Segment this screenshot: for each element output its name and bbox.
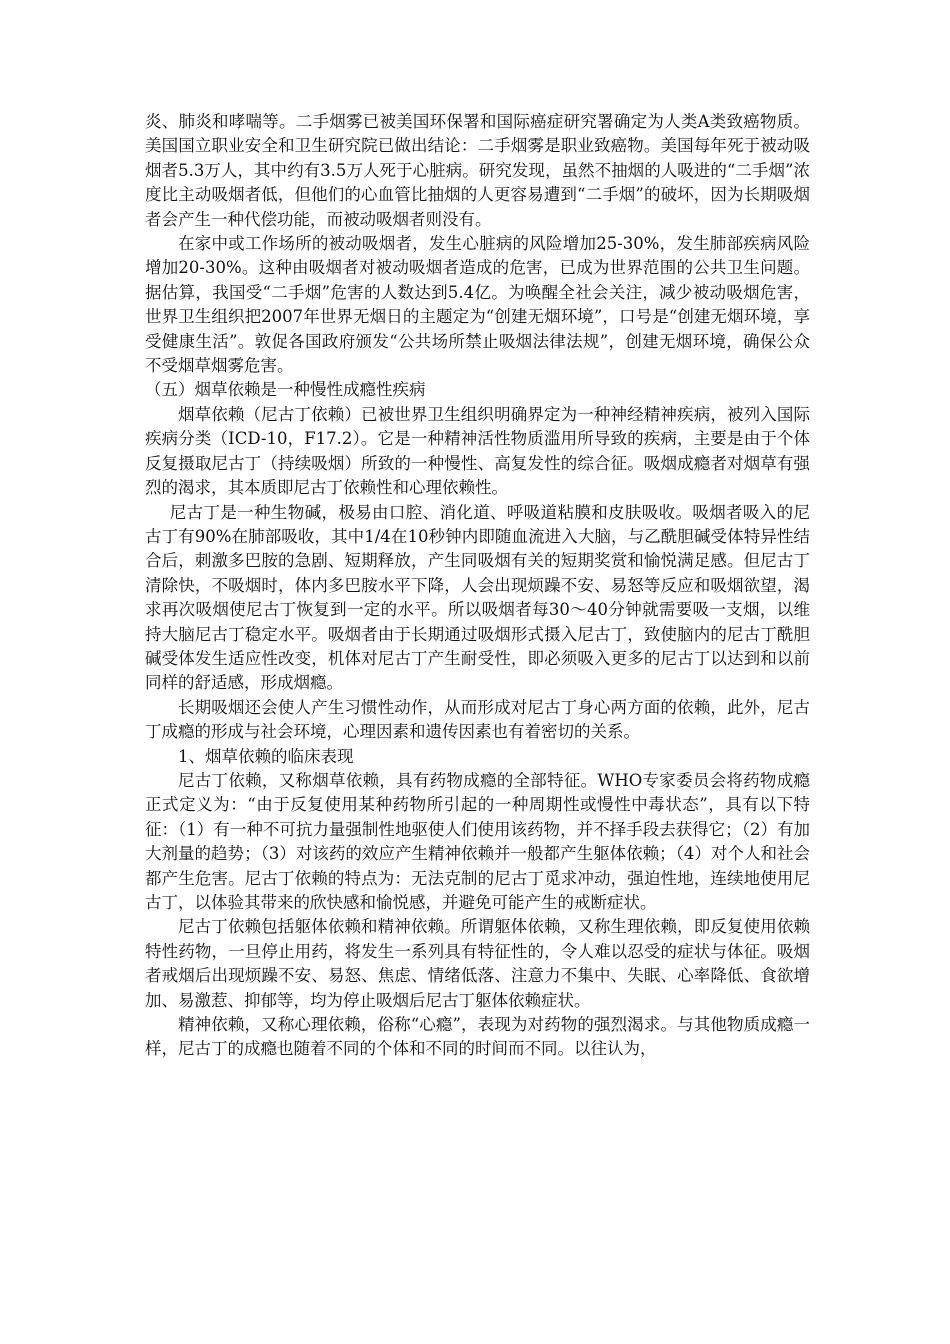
paragraph-physical-dependence: 尼古丁依赖包括躯体依赖和精神依赖。所谓躯体依赖，又称生理依赖，即反复使用依赖特性药物，一旦停止用药，将发生一系列具有特征性的，令人难以忍受的症状与体征。吸烟者戒烟后出现烦躁不安、易怒、焦虑、情绪低落、注意力不集中、失眠、心率降低、食欲增加、易激惹、抑郁等，均为停止吸烟后尼古丁躯体依赖症状。 bbox=[145, 917, 810, 1010]
paragraph-addiction-features: 尼古丁依赖，又称烟草依赖，具有药物成瘾的全部特征。WHO专家委员会将药物成瘾正式定义为：“由于反复使用某种药物所引起的一种周期性或慢性中毒状态”，具有以下特征：（1）有一种不可抗力量强制性地驱使人们使用该药物，并不择手段去获得它；（2）有加大剂量的趋势；（3）对该药的效应产生精神依赖并一般都产生躯体依赖；（4）对个人和社会都产生危害。尼古丁依赖的特点为：无法克制的尼古丁觅求冲动，强迫性地，连续地使用尼古丁，以体验其带来的欣快感和愉悦感，并避免可能产生的戒断症状。 bbox=[145, 770, 810, 912]
section-heading-tobacco-dependence: （五）烟草依赖是一种慢性成瘾性疾病 bbox=[145, 380, 426, 400]
paragraph-nicotine-mechanism: 尼古丁是一种生物碱，极易由口腔、消化道、呼吸道粘膜和皮肤吸收。吸烟者吸入的尼古丁有90%在肺部吸收，其中1/4在10秒钟内即随血流进入大脑，与乙酰胆碱受体特异性结合后，刺激多巴胺的急剧、短期释放，产生同吸烟有关的短期奖赏和愉悦满足感。但尼古丁清除快，不吸烟时，体内多巴胺水平下降，人会出现烦躁不安、易怒等反应和吸烟欲望，渴求再次吸烟使尼古丁恢复到一定的水平。所以吸烟者每30～40分钟就需要吸一支烟，以维持大脑尼古丁稳定水平。吸烟者由于长期通过吸烟形式摄入尼古丁，致使脑内的尼古丁酰胆碱受体发生适应性改变，机体对尼古丁产生耐受性，即必须吸入更多的尼古丁以达到和以前同样的舒适感，形成烟瘾。 bbox=[145, 502, 810, 693]
paragraph-passive-smoking-risk: 在家中或工作场所的被动吸烟者，发生心脏病的风险增加25-30%，发生肺部疾病风险增加20-30%。这种由吸烟者对被动吸烟者造成的危害，已成为世界范围的公共卫生问题。据估算，我国受“二手烟”危害的人数达到5.4亿。为唤醒全社会关注，减少被动吸烟危害，世界卫生组织把2007年世界无烟日的主题定为“创建无烟环境”，口号是“创建无烟环境，享受健康生活”。敦促各国政府颁发“公共场所禁止吸烟法律法规”，创建无烟环境，确保公众不受烟草烟雾危害。 bbox=[145, 234, 810, 376]
paragraph-psychological-dependence: 精神依赖，又称心理依赖，俗称“心瘾”，表现为对药物的强烈渴求。与其他物质成瘾一样，尼古丁的成瘾也随着不同的个体和不同的时间而不同。以往认为， bbox=[145, 1015, 810, 1059]
paragraph-habit-factors: 长期吸烟还会使人产生习惯性动作，从而形成对尼古丁身心两方面的依赖，此外，尼古丁成瘾的形成与社会环境，心理因素和遗传因素也有着密切的关系。 bbox=[145, 697, 810, 742]
paragraph-secondhand-smoke: 炎、肺炎和哮喘等。二手烟雾已被美国环保署和国际癌症研究署确定为人类A类致癌物质。美国国立职业安全和卫生研究院已做出结论：二手烟雾是职业致癌物。美国每年死于被动吸烟者5.3万人，其中约有3.5万人死于心脏病。研究发现，虽然不抽烟的人吸进的“二手烟”浓度比主动吸烟者低，但他们的心血管比抽烟的人更容易遭到“二手烟”的破坏，因为长期吸烟者会产生一种代偿功能，而被动吸烟者则没有。 bbox=[145, 112, 810, 229]
subsection-heading-clinical: 1、烟草依赖的临床表现 bbox=[178, 746, 354, 766]
document-page bbox=[145, 110, 810, 1062]
paragraph-dependence-definition: 烟草依赖（尼古丁依赖）已被世界卫生组织明确界定为一种神经精神疾病，被列入国际疾病分类（ICD-10，F17.2）。它是一种精神活性物质滥用所导致的疾病，主要是由于个体反复摄取尼古丁（持续吸烟）所致的一种慢性、高复发性的综合征。吸烟成瘾者对烟草有强烈的渴求，其本质即尼古丁依赖性和心理依赖性。 bbox=[145, 404, 810, 498]
